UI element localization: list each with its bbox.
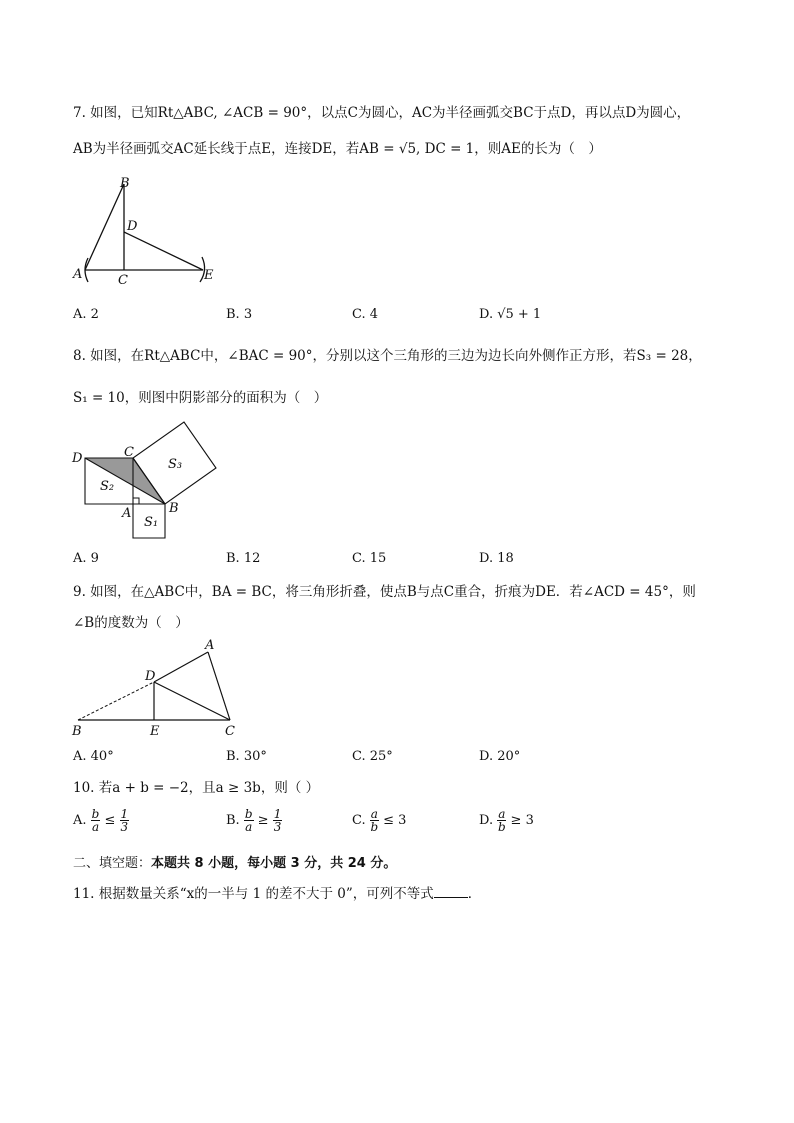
q8-label-S3: S₃ (168, 457, 183, 472)
q9-option-c[interactable]: C. 25° (352, 749, 393, 764)
q8-option-c[interactable]: C. 15 (352, 551, 387, 566)
q10-option-c-fraction (370, 808, 379, 833)
q10-option-b-num: b (244, 807, 253, 821)
q7-label-D: D (127, 219, 138, 234)
q10-option-c-rval: 3 (398, 813, 407, 828)
section-prefix: 二、填空题： (73, 856, 152, 871)
q10-option-a[interactable] (73, 808, 129, 833)
q8-label-S2: S₂ (100, 479, 115, 494)
q10-option-d[interactable] (479, 808, 534, 833)
q9-label-E: E (150, 724, 160, 739)
q9-stem-line1: 9. 如图，在△ABC中，BA = BC，将三角形折叠，使点B与点C重合，折痕为DE．若∠ACD = 45°，则 (73, 584, 696, 600)
q8-figure (68, 418, 228, 542)
q10-option-a-den: a (91, 820, 100, 834)
q10-stem: 10. 若a + b = −2，且a ≥ 3b，则（ ） (73, 780, 320, 796)
q9-option-d[interactable]: D. 20° (479, 749, 521, 764)
q9-label-B: B (72, 724, 82, 739)
q7-label-B: B (120, 176, 130, 191)
q7-option-a[interactable]: A. 2 (73, 307, 99, 322)
q10-option-b-rhs (273, 808, 283, 833)
q8-option-b[interactable]: B. 12 (226, 551, 261, 566)
q11-text: 11. 根据数量关系“x的一半与 1 的差不大于 0”，可列不等式 (73, 886, 434, 902)
q10-option-d-den: b (497, 820, 506, 834)
q10-option-b-rden: 3 (273, 820, 282, 834)
q7-option-b[interactable]: B. 3 (226, 307, 253, 322)
q8-stem-line2: S₁ = 10，则图中阴影部分的面积为（ ） (73, 390, 328, 406)
q10-option-c-rel: ≤ (383, 813, 394, 828)
q8-label-C: C (124, 445, 134, 460)
q7-option-c[interactable]: C. 4 (352, 307, 379, 322)
q10-option-a-fraction (91, 808, 101, 833)
q9-label-D: D (145, 669, 156, 684)
q10-option-c-num: a (370, 807, 378, 821)
q8-option-d[interactable]: D. 18 (479, 551, 514, 566)
q10-option-c-den: b (370, 820, 379, 834)
q10-option-d-letter: D. (479, 813, 494, 828)
q7-label-E: E (204, 268, 214, 283)
q7-label-A: A (73, 267, 83, 282)
q9-stem-line2: ∠B的度数为（ ） (73, 615, 189, 631)
q10-option-a-rden: 3 (120, 820, 129, 834)
q9-label-C: C (225, 724, 235, 739)
section-detail: 本题共 8 小题，每小题 3 分，共 24 分。 (151, 856, 397, 871)
q8-label-S1: S₁ (144, 515, 159, 530)
q9-label-A: A (205, 638, 215, 653)
q10-option-b-rel: ≥ (257, 813, 269, 828)
q9-figure (68, 634, 248, 742)
q10-option-d-rel: ≥ (510, 813, 522, 828)
q10-option-d-num: a (498, 807, 506, 821)
q7-option-d[interactable]: D. √5 + 1 (479, 307, 542, 322)
q8-option-a[interactable]: A. 9 (73, 551, 99, 566)
q10-option-b[interactable] (226, 808, 282, 833)
q9-option-b[interactable]: B. 30° (226, 749, 267, 764)
q8-label-A: A (122, 506, 132, 521)
q7-stem-line2: AB为半径画弧交AC延长线于点E，连接DE，若AB = √5, DC = 1，则AE的长为（ ） (73, 141, 602, 157)
q8-label-D: D (72, 451, 83, 466)
q8-label-B: B (169, 501, 179, 516)
q10-option-a-rhs (120, 808, 130, 833)
q8-stem-line1: 8. 如图，在Rt△ABC中，∠BAC = 90°，分别以这个三角形的三边为边长向外侧作正方形，若S₃ = 28， (73, 348, 702, 364)
q10-option-a-num: b (91, 807, 100, 821)
q10-option-d-fraction (497, 808, 506, 833)
q10-option-d-rval: 3 (525, 813, 534, 828)
q10-option-a-letter: A. (73, 813, 87, 828)
q10-option-c[interactable] (352, 808, 406, 833)
q7-label-C: C (118, 273, 128, 288)
q7-figure (70, 172, 230, 290)
q10-option-b-fraction (244, 808, 254, 833)
q10-option-c-letter: C. (352, 813, 366, 828)
q11-stem (73, 885, 481, 903)
q11-end: ． (467, 886, 482, 902)
q11-answer-blank[interactable] (434, 885, 468, 898)
q7-stem-line1: 7. 如图，已知Rt△ABC, ∠ACB = 90°，以点C为圆心，AC为半径画弧交BC于点D，再以点D为圆心， (73, 105, 691, 121)
q10-option-a-rel: ≤ (104, 813, 116, 828)
q10-option-b-letter: B. (226, 813, 240, 828)
q10-option-b-den: a (245, 820, 253, 834)
q10-option-b-rnum: 1 (273, 807, 282, 821)
q9-option-a[interactable]: A. 40° (73, 749, 114, 764)
q10-option-a-rnum: 1 (120, 807, 129, 821)
section-heading (73, 852, 396, 871)
